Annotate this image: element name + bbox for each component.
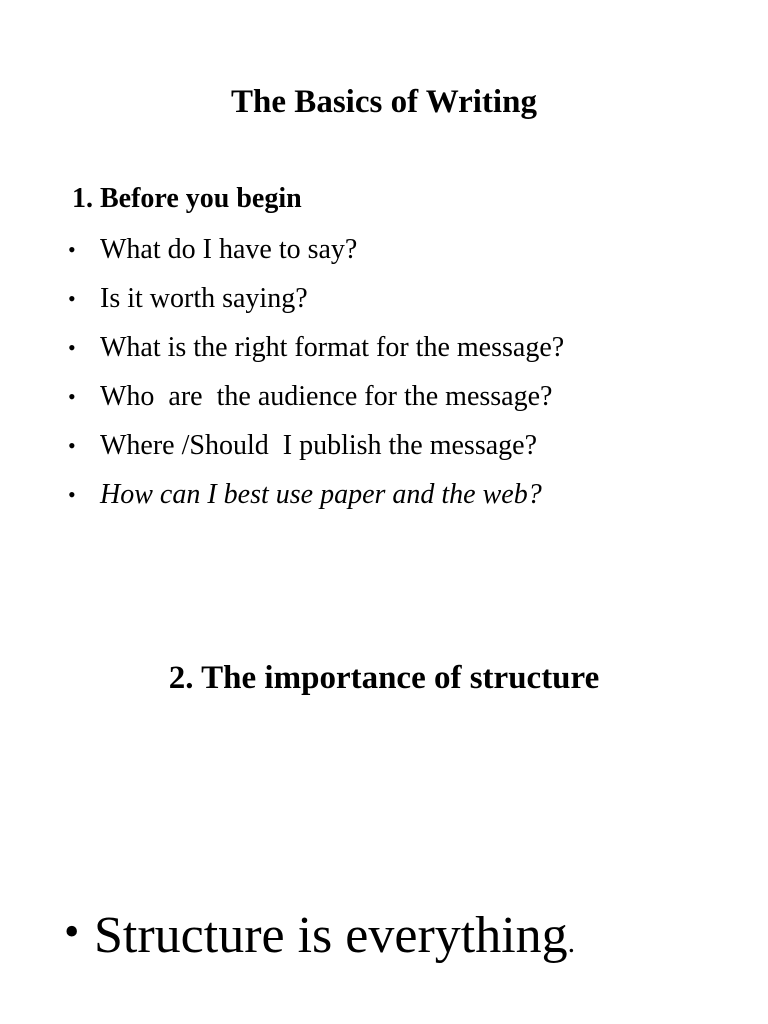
bullet-text: What is the right format for the message?: [100, 332, 565, 363]
bullet-icon: •: [68, 335, 76, 360]
document-title: The Basics of Writing: [231, 84, 537, 120]
bullet-text: Where /Should I publish the message?: [100, 430, 538, 461]
bullet-icon: •: [68, 384, 76, 409]
bullet-icon: •: [68, 433, 76, 458]
bullet-icon: •: [64, 907, 80, 956]
bullet-text: Who are the audience for the message?: [100, 381, 553, 412]
section-1-heading: 1. Before you begin: [72, 183, 302, 214]
closing-statement-text: Structure is everything: [94, 907, 568, 964]
closing-statement: [64, 900, 575, 975]
section-2-heading: 2. The importance of structure: [168, 660, 600, 696]
bullet-icon: •: [68, 237, 76, 262]
bullet-text-italic: How can I best use paper and the web?: [100, 479, 542, 510]
bullet-text: What do I have to say?: [100, 234, 358, 265]
bullet-icon: •: [68, 482, 76, 507]
closing-statement-period: .: [567, 926, 576, 959]
bullet-text: Is it worth saying?: [100, 283, 308, 314]
bullet-icon: •: [68, 286, 76, 311]
